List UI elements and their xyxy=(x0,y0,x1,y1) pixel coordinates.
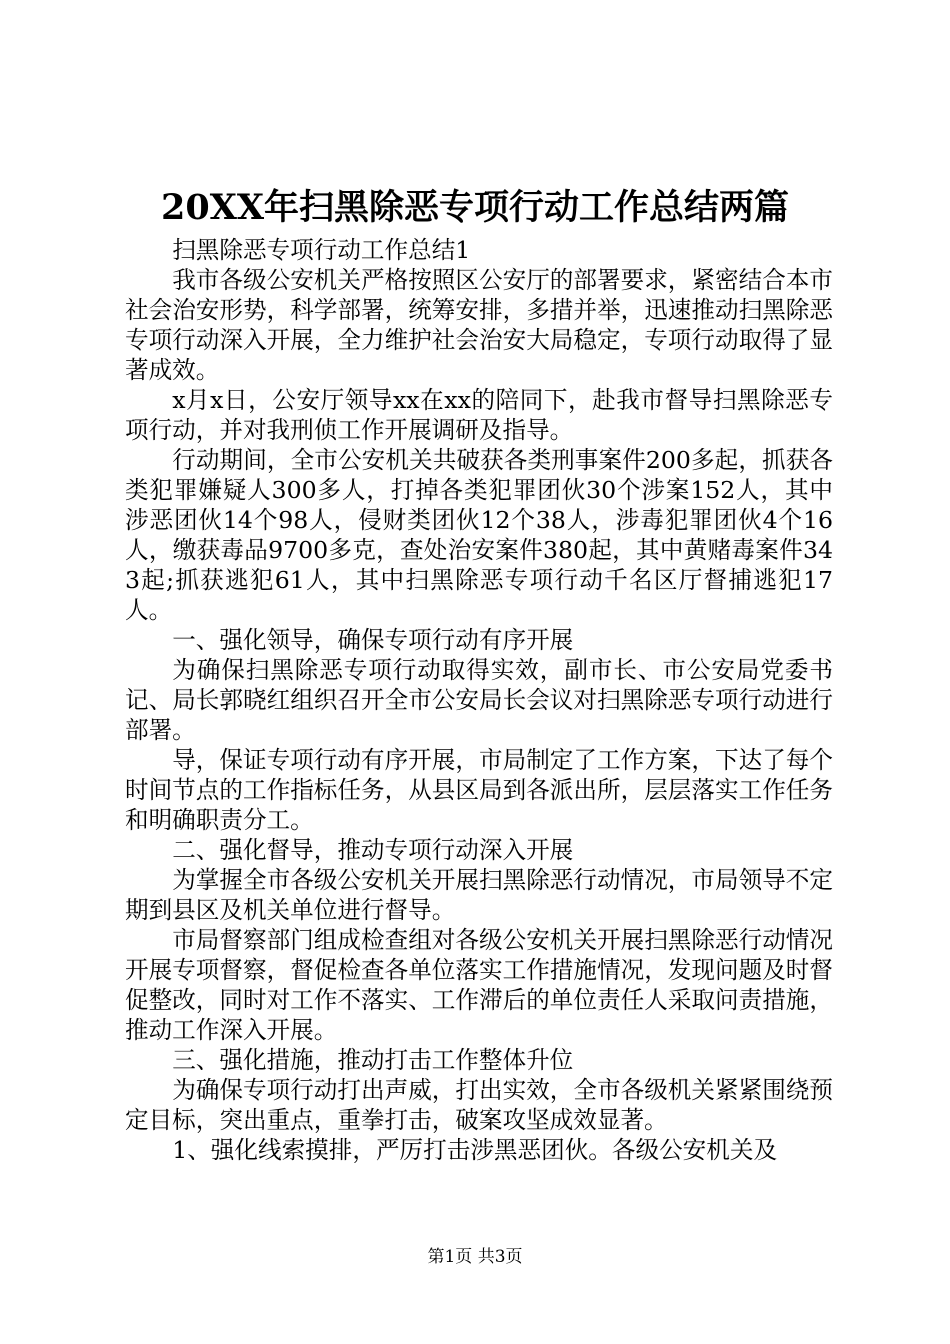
body-paragraph: 1、强化线索摸排，严厉打击涉黑恶团伙。各级公安机关及 xyxy=(172,1136,778,1164)
document-body xyxy=(125,235,833,1165)
body-paragraph: 为确保专项行动打出声威，打出实效，全市各级机关紧紧围绕预定目标，突出重点，重拳打击，破案攻坚成效显著。 xyxy=(125,1076,833,1134)
body-paragraph: x月x日，公安厅领导xx在xx的陪同下，赴我市督导扫黑除恶专项行动，并对我刑侦工作开展调研及指导。 xyxy=(125,386,833,444)
page-number-footer: 第1页 共3页 xyxy=(427,1247,523,1267)
body-paragraph: 市局督察部门组成检查组对各级公安机关开展扫黑除恶行动情况开展专项督察，督促检查各单位落实工作措施情况，发现问题及时督促整改，同时对工作不落实、工作滞后的单位责任人采取问责措施，推动工作深入开展。 xyxy=(125,926,833,1044)
section-heading: 一、强化领导，确保专项行动有序开展 xyxy=(172,626,574,654)
section-heading: 二、强化督导，推动专项行动深入开展 xyxy=(172,836,574,864)
body-paragraph: 导，保证专项行动有序开展，市局制定了工作方案，下达了每个时间节点的工作指标任务，从县区局到各派出所，层层落实工作任务和明确职责分工。 xyxy=(125,746,833,834)
body-paragraph: 行动期间，全市公安机关共破获各类刑事案件200多起，抓获各类犯罪嫌疑人300多人，打掉各类犯罪团伙30个涉案152人，其中涉恶团伙14个98人，侵财类团伙12个38人，涉毒犯罪团伙4个16人，缴获毒品9700多克，查处治安案件380起，其中黄赌毒案件343起;抓获逃犯61人，其中扫黑除恶专项行动千名区厅督捕逃犯17人。 xyxy=(125,446,833,624)
subtitle-paragraph: 扫黑除恶专项行动工作总结1 xyxy=(172,236,471,264)
body-paragraph: 为掌握全市各级公安机关开展扫黑除恶行动情况，市局领导不定期到县区及机关单位进行督导。 xyxy=(125,866,833,924)
document-title: 20XX年扫黑除恶专项行动工作总结两篇 xyxy=(160,187,790,228)
body-paragraph: 我市各级公安机关严格按照区公安厅的部署要求，紧密结合本市社会治安形势，科学部署，统筹安排，多措并举，迅速推动扫黑除恶专项行动深入开展，全力维护社会治安大局稳定，专项行动取得了显著成效。 xyxy=(125,266,833,384)
section-heading: 三、强化措施，推动打击工作整体升位 xyxy=(172,1046,574,1074)
body-paragraph: 为确保扫黑除恶专项行动取得实效，副市长、市公安局党委书记、局长郭晓红组织召开全市公安局长会议对扫黑除恶专项行动进行部署。 xyxy=(125,656,833,744)
